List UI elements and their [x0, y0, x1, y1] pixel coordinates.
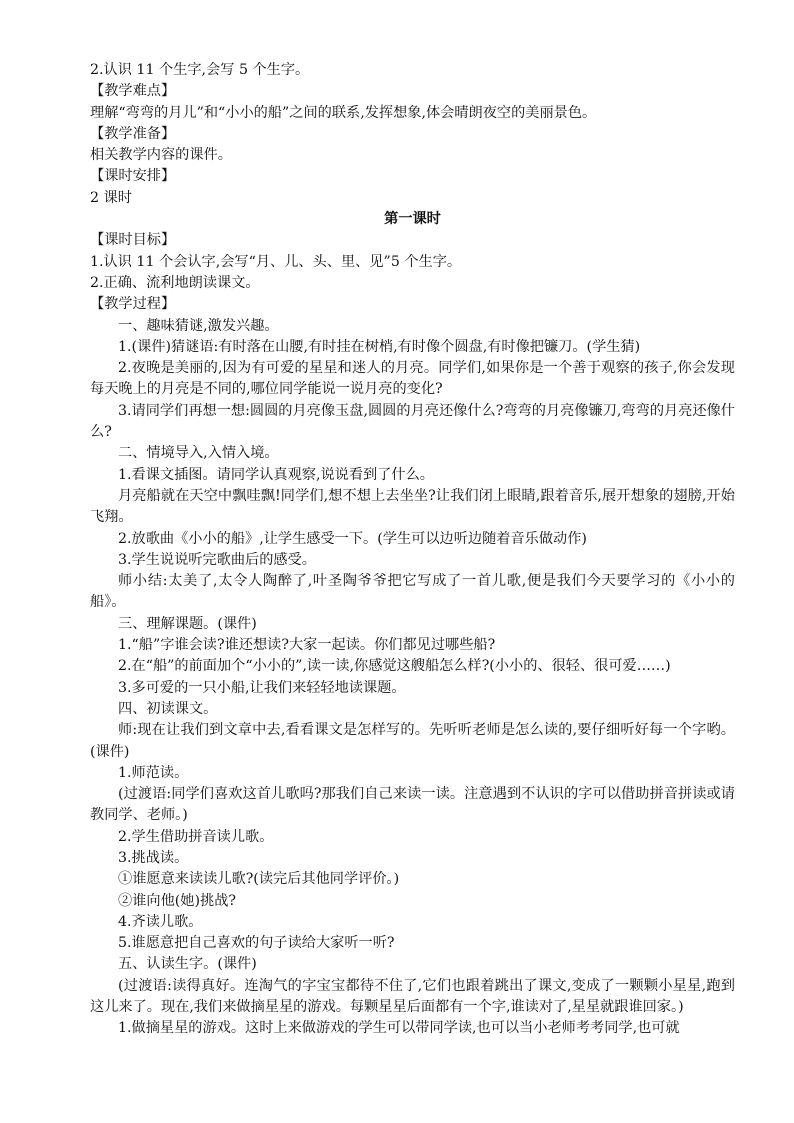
text-line: ①谁愿意来读读儿歌?(读完后其他同学评价。) — [118, 871, 400, 888]
text-line: 【课时安排】 — [90, 168, 176, 185]
text-line: 【教学难点】 — [90, 83, 176, 100]
text-line: 2.夜晚是美丽的,因为有可爱的星星和迷人的月亮。同学们,如果你是一个善于观察的孩子,你会发现每天晚上的月亮是不同的,哪位同学能说一说月亮的变化? — [90, 360, 735, 398]
text-line: 2.认识 11 个生字,会写 5 个生字。 — [90, 62, 310, 78]
text-line: 相关教学内容的课件。 — [90, 147, 232, 164]
text-line: 2.学生借助拼音读儿歌。 — [118, 828, 274, 845]
text-line: (过渡语:同学们喜欢这首儿歌吗?那我们自己来读一读。注意遇到不认识的字可以借助拼音拼读或请教同学、老师。) — [90, 786, 735, 824]
text-line: 【课时目标】 — [90, 232, 176, 249]
text-line: 1.认识 11 个会认字,会写“月、儿、头、里、见”5 个生字。 — [90, 253, 462, 270]
text-line: 一、趣味猜谜,激发兴趣。 — [118, 317, 279, 334]
text-line: 3.请同学们再想一想:圆圆的月亮像玉盘,圆圆的月亮还像什么?弯弯的月亮像镰刀,弯弯的月亮还像什么? — [90, 402, 735, 441]
text-line: ②谁向他(她)挑战? — [118, 892, 236, 909]
text-line: 1.看课文插图。请同学认真观察,说说看到了什么。 — [118, 466, 434, 483]
text-line: 5.谁愿意把自己喜欢的句子读给大家听一听? — [118, 935, 395, 952]
text-line: (过渡语:读得真好。连淘气的字宝宝都待不住了,它们也跟着跳出了课文,变成了一颗颗小星星,跑到这儿来了。现在,我们来做摘星星的游戏。每颗星星后面都有一个字,谁读对了,星星就跟谁回家。) — [90, 977, 735, 1016]
text-line: 1.做摘星星的游戏。这时上来做游戏的学生可以带同学读,也可以当小老师考考同学,也可就 — [118, 1020, 680, 1037]
text-line: 2.正确、流利地朗读课文。 — [90, 274, 260, 291]
text-line: 四、初读课文。 — [118, 700, 218, 717]
text-line: 4.齐读儿歌。 — [118, 913, 203, 930]
text-line: 1.师范读。 — [118, 764, 189, 781]
text-line: 2.在“船”的前面加个“小小的”,读一读,你感觉这艘船怎么样?(小小的、很轻、很可爱……) — [118, 658, 671, 675]
text-line: 【教学准备】 — [90, 125, 176, 142]
text-line: 3.学生说说听完歌曲后的感受。 — [118, 551, 316, 568]
text-line: 3.挑战读。 — [118, 849, 189, 866]
text-line: 3.多可爱的一只小船,让我们来轻轻地读课题。 — [118, 679, 406, 696]
document-page — [90, 60, 735, 1040]
text-line: 师:现在让我们到文章中去,看看课文是怎样写的。先听听老师是怎么读的,要仔细听好每一个字哟。(课件) — [90, 722, 735, 760]
text-line: 第一课时 — [384, 211, 441, 228]
text-line: 2.放歌曲《小小的船》,让学生感受一下。(学生可以边听边随着音乐做动作) — [118, 530, 587, 547]
text-line: 月亮船就在天空中飘哇飘!同学们,想不想上去坐坐?让我们闭上眼睛,跟着音乐,展开想象的翅膀,开始飞翔。 — [90, 487, 735, 526]
text-line: 1.(课件)猜谜语:有时落在山腰,有时挂在树梢,有时像个圆盘,有时像把镰刀。(学生猜) — [118, 338, 641, 355]
text-line: 二、情境导入,入情入境。 — [118, 445, 279, 462]
text-line: 2 课时 — [90, 189, 132, 206]
text-line: 五、认读生字。(课件) — [118, 956, 257, 973]
text-line: 理解“弯弯的月儿”和“小小的船”之间的联系,发挥想象,体会晴朗夜空的美丽景色。 — [90, 104, 597, 121]
text-line: 三、理解课题。(课件) — [118, 615, 257, 632]
text-line: 1.“船”字谁会读?谁还想读?大家一起读。你们都见过哪些船? — [118, 637, 496, 654]
text-line: 【教学过程】 — [90, 296, 176, 313]
text-line: 师小结:太美了,太令人陶醉了,叶圣陶爷爷把它写成了一首儿歌,便是我们今天要学习的《小小的船》。 — [90, 573, 735, 611]
